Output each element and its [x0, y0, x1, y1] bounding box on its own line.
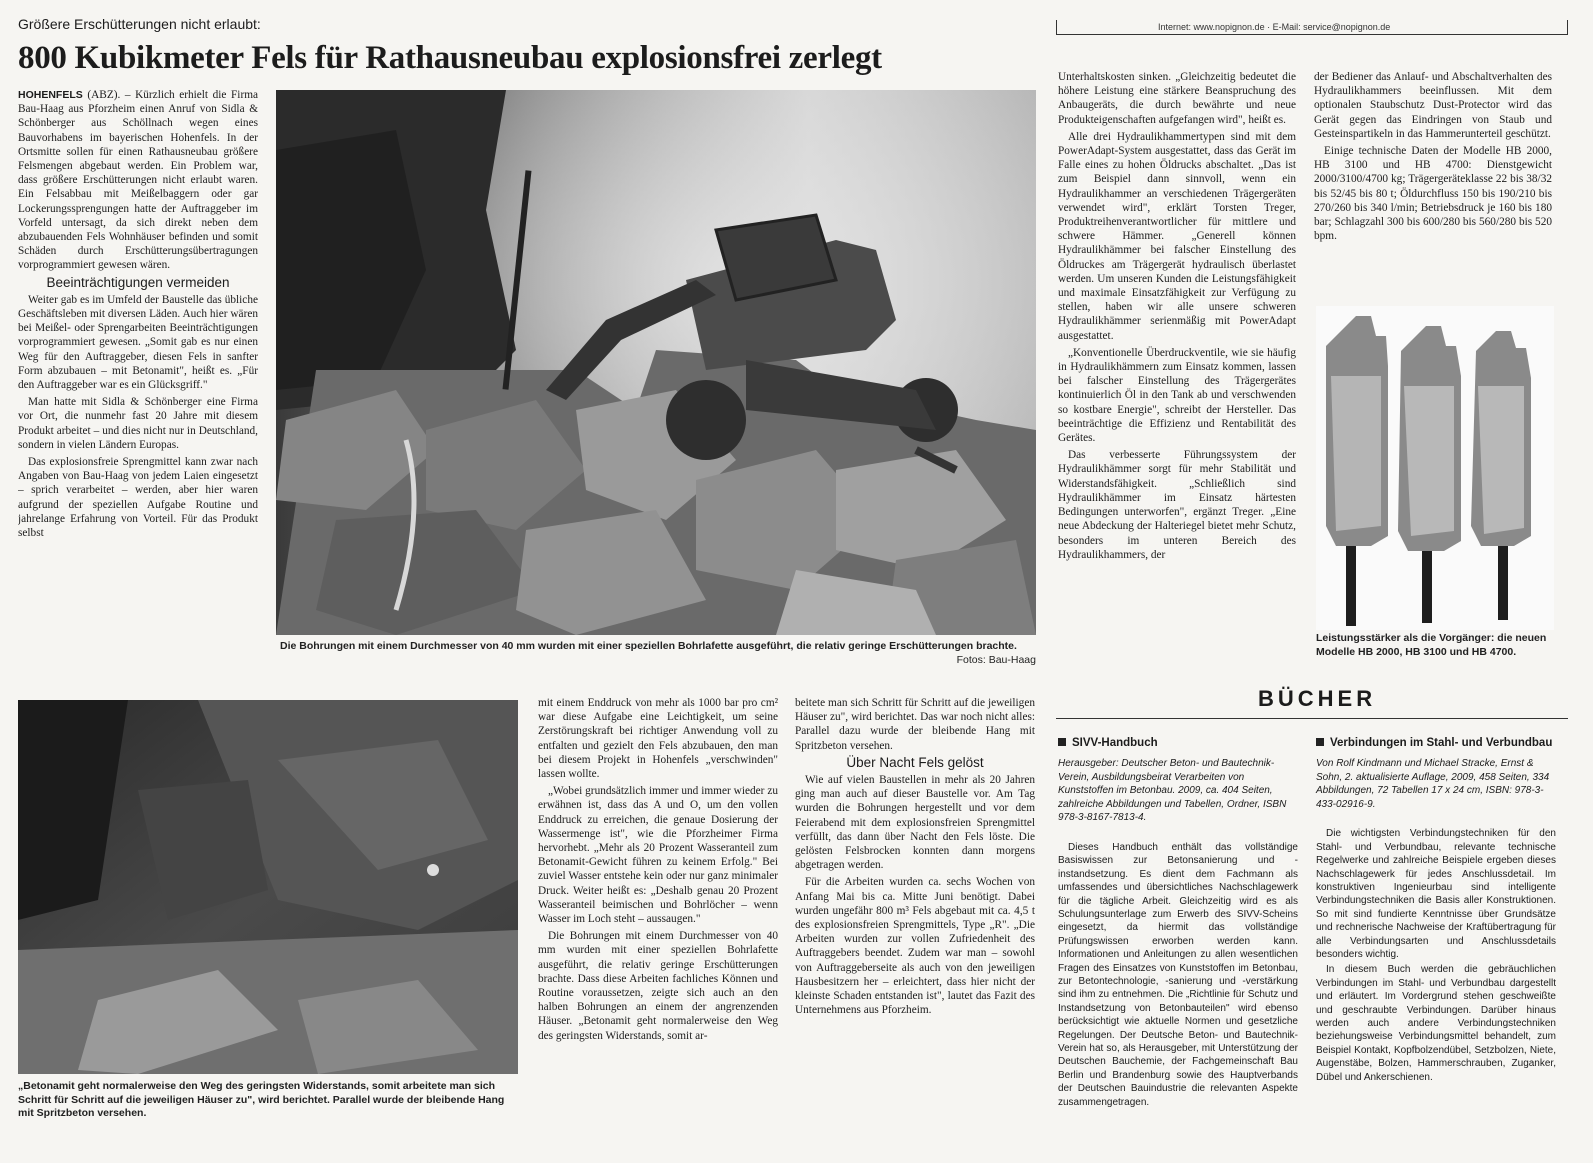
paragraph: Die Bohrungen mit einem Durchmesser von 40 mm wurden mit einer speziellen Bohrlafette ausgeführt, die relativ geringe Erschütterungen brachte. Dass diese Arbeiten fachliches Können und Routine voraussetzen, zeigte sich auch an den halben Bohrungen an einem der angrenzenden Häuser. „Betonamit geht normalerweise den Weg des geringsten Widerstands, somit ar-: [538, 930, 778, 1042]
excavator-photo: [276, 90, 1036, 635]
article-headline: 800 Kubikmeter Fels für Rathausneubau explosionsfrei zerlegt: [18, 40, 882, 76]
paragraph: der Bediener das Anlauf- und Abschaltverhalten des Hydraulikhammers beeinflussen. Mit dem optionalen Staubschutz Dust-Protector wird das Gerät gegen das Eindringen von Staub und Gesteinspartikeln in das Hammerunterteil geschützt.: [1314, 71, 1552, 140]
paragraph: Wie auf vielen Baustellen in mehr als 20 Jahren ging man auch auf dieser Baustelle vor. Am Tag wurden die Bohrungen hergestellt und vor dem Feierabend mit dem explosionsfreien Sprengmittel verfüllt, das dann über Nacht den Fels löste. Die gelösten Felsbrocken konnten dann morgens abgetragen werden.: [795, 774, 1035, 872]
paragraph: Das explosionsfreie Sprengmittel kann zwar nach Angaben von Bau-Haag von jedem Laien eingesetzt – sprich verarbeitet – werden, aber hier waren aufgrund der speziellen Aufgabe Routine und jahrelange Erfahrung von Vorteil. Für das Produkt selbst: [18, 456, 258, 540]
hammer-article-column-2: [1314, 70, 1552, 300]
book-1-title: [1058, 736, 1298, 751]
paragraph: Die wichtigsten Verbindungstechniken für den Stahl- und Verbundbau, relevante technische Regelwerke und zahlreiche Beispiele ergeben dieses Nachschlagewerk für jedes Anschlussdetail. Im konstruktiven Ingenieurbau sind intelligente Verbindungstechniken die Basis aller Konstruktionen. So mit sind fundierte Kenntnisse über Grundsätze und rechnerische Nachweise der Kraftübertragung für alle Verbindungsarten und Anschlussdetails besonders wichtig.: [1316, 828, 1556, 961]
hammer-article-column-1: [1058, 70, 1296, 670]
paragraph: Alle drei Hydraulikhammertypen sind mit dem PowerAdapt-System ausgestattet, dass das Gerät im Falle eines zu hohen Öldrucks abschaltet. „Das ist zum Beispiel dann sinnvoll, wenn ein Hydraulikhammer an verschiedenen Trägergeräten verwendet wird", erklärt Torsten Treger, Produktreihenverantwortlicher für mittlere und schwere Hämmer. „Generell können Hydraulikhämmer bei falscher Einstellung des Öldruckes am Trägergerät hydraulisch überlastet werden. Um unseren Kunden die Leistungsfähigkeit und maximale Einsatzfähigkeit zur Verfügung zu stellen, haben wir alle unsere schweren Hydraulikhämmer serienmäßig mit PowerAdapt ausgestattet.: [1058, 130, 1296, 342]
subhead-ueber-nacht: Über Nacht Fels gelöst: [846, 754, 984, 770]
hammers-caption: Leistungsstärker als die Vorgänger: die neuen Modelle HB 2000, HB 3100 und HB 4700.: [1316, 632, 1547, 658]
paragraph: Man hatte mit Sidla & Schönberger eine Firma vor Ort, die nunmehr fast 20 Jahre mit diesem Produkt arbeitet – und dies nicht nur in Deutschland, sondern in vielen Ländern Europas.: [18, 396, 258, 451]
lead-text: (ABZ). – Kürzlich erhielt die Firma Bau-Haag aus Pforzheim einen Anruf von Sidla & Schönberger aus Schöllnach wegen eines Bauvorhabens im bayerischen Hohenfels. In der Ortsmitte sollen für einen Rathausneubau größere Felsmengen abgebaut werden. Ein Problem war, dass größere Erschütterungen nicht erlaubt waren. Ein Felsabbau mit Meißelbaggern oder gar Lockerungssprengungen hatte der Auftraggeber im Vorfeld untersagt, da sich direkt neben dem abzubauenden Fels Wohnhäuser befinden und somit Schäden durch Erschütterungsübertragungen vorprogrammiert gewesen wären.: [18, 89, 258, 272]
topbar-rule: [1056, 34, 1568, 35]
paragraph: Das verbesserte Führungssystem der Hydraulikhämmer sorgt für mehr Stabilität und Widerstandsfähigkeit. „Schließlich sind Hydraulikhämmer im Einsatz härtesten Bedingungen unterworfen", ergänzt Treger. „Eine neue Abdeckung der Halteriegel bietet mehr Schutz, besonders im unteren Bereich des Hydraulikhammers, der: [1058, 449, 1296, 561]
hammer-hb4700: [1471, 331, 1531, 620]
paragraph: Für die Arbeiten wurden ca. sechs Wochen von Anfang Mai bis ca. Mitte Juni benötigt. Dabei wurden ungefähr 800 m³ Fels abgebaut mit ca. 4,5 t des explosionsfreien Sprengmittels, Type „R". „Die Arbeiten wurden zur vollen Zufriedenheit des Auftraggebers beendet. Zudem war man – sowohl von Auftraggeberseite als auch von den jeweiligen Hausbesitzern her – erleichtert, dass hier nicht der kleinste Schaden entstanden ist", lautet das Fazit des Unternehmens aus Pforzheim.: [795, 876, 1035, 1017]
paragraph: beitete man sich Schritt für Schritt auf die jeweiligen Häuser zu", wird berichtet. Das war noch nicht alles: Parallel dazu wurde der bleibende Hang mit Spritzbeton versehen.: [795, 697, 1035, 752]
paragraph: Unterhaltskosten sinken. „Gleichzeitig bedeutet die höhere Leistung eine stärkere Beanspruchung des Anbaugeräts, die durch bewährte und neue Produkteigenschaften aufgefangen wird", heißt es.: [1058, 71, 1296, 126]
paragraph: Dieses Handbuch enthält das vollständige Basiswissen zur Betonsanierung und -instandsetzung. Es dient dem Fachmann als umfassendes und übersichtliches Nachschlagewerk für die tägliche Arbeit. Gleichzeitig wird es als Schulungsunterlage zum Erwerb des SIVV-Scheins eingesetzt, da hiermit das vollständige Prüfungswissen erworben werden kann. Informationen und Anleitungen zu allen wesentlichen Fragen des Einsatzes von Kunststoffen im Betonbau, zur Betontechnologie, -sanierung und -verstärkung sind ihm zu entnehmen. Die „Richtlinie für Schutz und Instandsetzung von Betonbauteilen" wird ebenso berücksichtigt wie aktuelle Normen und gesetzliche Regelungen. Der Deutsche Beton- und Bautechnik-Verein hat so, als Herausgeber, mit Unterstützung der Deutschen Bauchemie, der Fachgemeinschaft Bau Berlin und Brandenburg sowie des Hauptverbands der Deutschen Bauindustrie die relevanten Aspekte zusammengetragen.: [1058, 841, 1298, 1108]
paragraph: Einige technische Daten der Modelle HB 2000, HB 3100 und HB 4700: Dienstgewicht 2000/3100/4700 kg; Trägergeräteklasse 22 bis 38/32 bis 52/45 bis 80 t; Öldurchfluss 150 bis 190/210 bis 270/260 bis 340 l/min; Betriebsdruck je 160 bis 180 bar; Schlagzahl 300 bis 600/280 bis 560/280 bis 520 bpm.: [1314, 145, 1552, 243]
second-photo-caption: „Betonamit geht normalerweise den Weg des geringsten Widerstands, somit arbeitete man sich Schritt für Schritt auf die jeweiligen Häuser zu", wird berichtet. Parallel wurde der bleibende Hang mit Spritzbeton versehen.: [18, 1080, 505, 1119]
hammer-hb2000: [1326, 316, 1388, 626]
paragraph: In diesem Buch werden die gebräuchlichen Verbindungen im Stahl- und Verbundbau dargestellt und erläutert. Im Vordergrund stehen geschweißte und geschraubte Verbindungen. Darüber hinaus werden auch andere Verbindungstechniken beziehungsweise Verbindungsmittel behandelt, zum Beispiel Kontakt, Kopfbolzendübel, Setzbolzen, Niete, Augenstäbe, Bolzen, Hammerschrauben, Zuganker, Dübel und Ankerschienen.: [1316, 964, 1556, 1083]
subhead-beeintraechtigungen: Beeinträchtigungen vermeiden: [46, 274, 230, 290]
hydraulic-hammers-photo: [1316, 306, 1554, 630]
lead-paragraph: [18, 88, 258, 273]
main-photo-caption: [280, 640, 1036, 667]
book-1-title-text: SIVV-Handbuch: [1072, 737, 1158, 749]
excavator-photo-image: [276, 90, 1036, 635]
square-bullet-icon: [1316, 738, 1324, 746]
contact-text: Internet: www.nopignon.de · E-Mail: service@nopignon.de: [1158, 22, 1391, 32]
square-bullet-icon: [1058, 738, 1066, 746]
book-2: [1316, 736, 1556, 1086]
contact-line: [1058, 22, 1568, 32]
article-column-2: [538, 696, 778, 1136]
paragraph: mit einem Enddruck von mehr als 1000 bar pro cm² war diese Aufgabe eine Leichtigkeit, um seine Zerstörungskraft bei richtiger Anwendung voll zu entfalten und gezielt den Fels abzubauen, den man bei diesem Projekt in Hohenfels „verschwinden" lassen wollte.: [538, 697, 778, 781]
book-2-meta: Von Rolf Kindmann und Michael Stracke, Ernst & Sohn, 2. aktualisierte Auflage, 2009, 458 Seiten, 334 Abbildungen, 72 Tabellen 17 x 24 cm, ISBN: 978-3-433-02916-9.: [1316, 758, 1550, 810]
article-column-3: [795, 696, 1035, 1136]
hammer-hb3100: [1398, 326, 1461, 623]
book-1-body: [1058, 841, 1298, 1109]
books-section-heading: BÜCHER: [1258, 686, 1377, 711]
paragraph: „Konventionelle Überdruckventile, wie sie häufig in Hydraulikhämmern zum Einsatz kommen, lassen bei falscher Einstellung des Trägergerätes kontinuierlich Öl in den Tank ab und verschwenden so kostbare Energie", schreibt der Hersteller. Das beeinträchtige die Effizienz und Rentabilität des Gerätes.: [1058, 346, 1296, 445]
article-column-1: [18, 88, 258, 680]
paragraph: Weiter gab es im Umfeld der Baustelle das übliche Geschäftsleben mit diversen Läden. Auch hier wären bei Meißel- oder Sprengarbeiten Beeinträchtigungen vorprogrammiert gewesen. „Somit gab es nur einen Weg für den Auftraggeber, diesen Fels in sanfter Form abzubauen – mit Betonamit", heißt es. „Für den Auftraggeber war es ein Glücksgriff.": [18, 293, 258, 392]
dateline: HOHENFELS: [18, 89, 83, 101]
photo-credit: Fotos: Bau-Haag: [956, 653, 1036, 666]
article-kicker: Größere Erschütterungen nicht erlaubt:: [18, 16, 261, 32]
rock-wall-photo: [18, 700, 518, 1074]
book-1: [1058, 736, 1298, 1111]
books-rule: [1056, 718, 1568, 719]
paragraph: „Wobei grundsätzlich immer und immer wieder zu erwähnen ist, dass das A und O, um den vollen Enddruck zu erreichen, die genaue Dosierung der Wassermenge ist", wie die Pforzheimer Firma hervorhebt. „Mehr als 20 Prozent Wasseranteil zum Betonamit-Gewicht führen zu keinem Erfolg." Bei zuviel Wasser entstehe kein oder nur ganz minimaler Druck. Weiter heißt es: „Deshalb genau 20 Prozent Wasseranteil beimischen und Bohrlöcher – wenn Wasser im Loch steht – aussaugen.": [538, 785, 778, 926]
main-caption-text: Die Bohrungen mit einem Durchmesser von 40 mm wurden mit einer speziellen Bohrlafette ausgeführt, die relativ geringe Erschütterungen brachte.: [280, 640, 1017, 652]
book-2-body: [1316, 827, 1556, 1084]
hydraulic-hammers-image: [1316, 306, 1554, 630]
book-2-title: [1316, 736, 1556, 751]
topbar-left-tick: [1056, 20, 1057, 34]
book-1-meta: Herausgeber: Deutscher Beton- und Bautechnik-Verein, Ausbildungsbeirat Verarbeiten von Kunststoffen im Betonbau. 2009, ca. 404 Seiten, zahlreiche Abbildungen und Tabellen, Ordner, ISBN 978-3-8167-7813-4.: [1058, 758, 1287, 824]
rock-wall-photo-image: [18, 700, 518, 1074]
book-2-title-text: Verbindungen im Stahl- und Verbundbau: [1330, 737, 1553, 749]
